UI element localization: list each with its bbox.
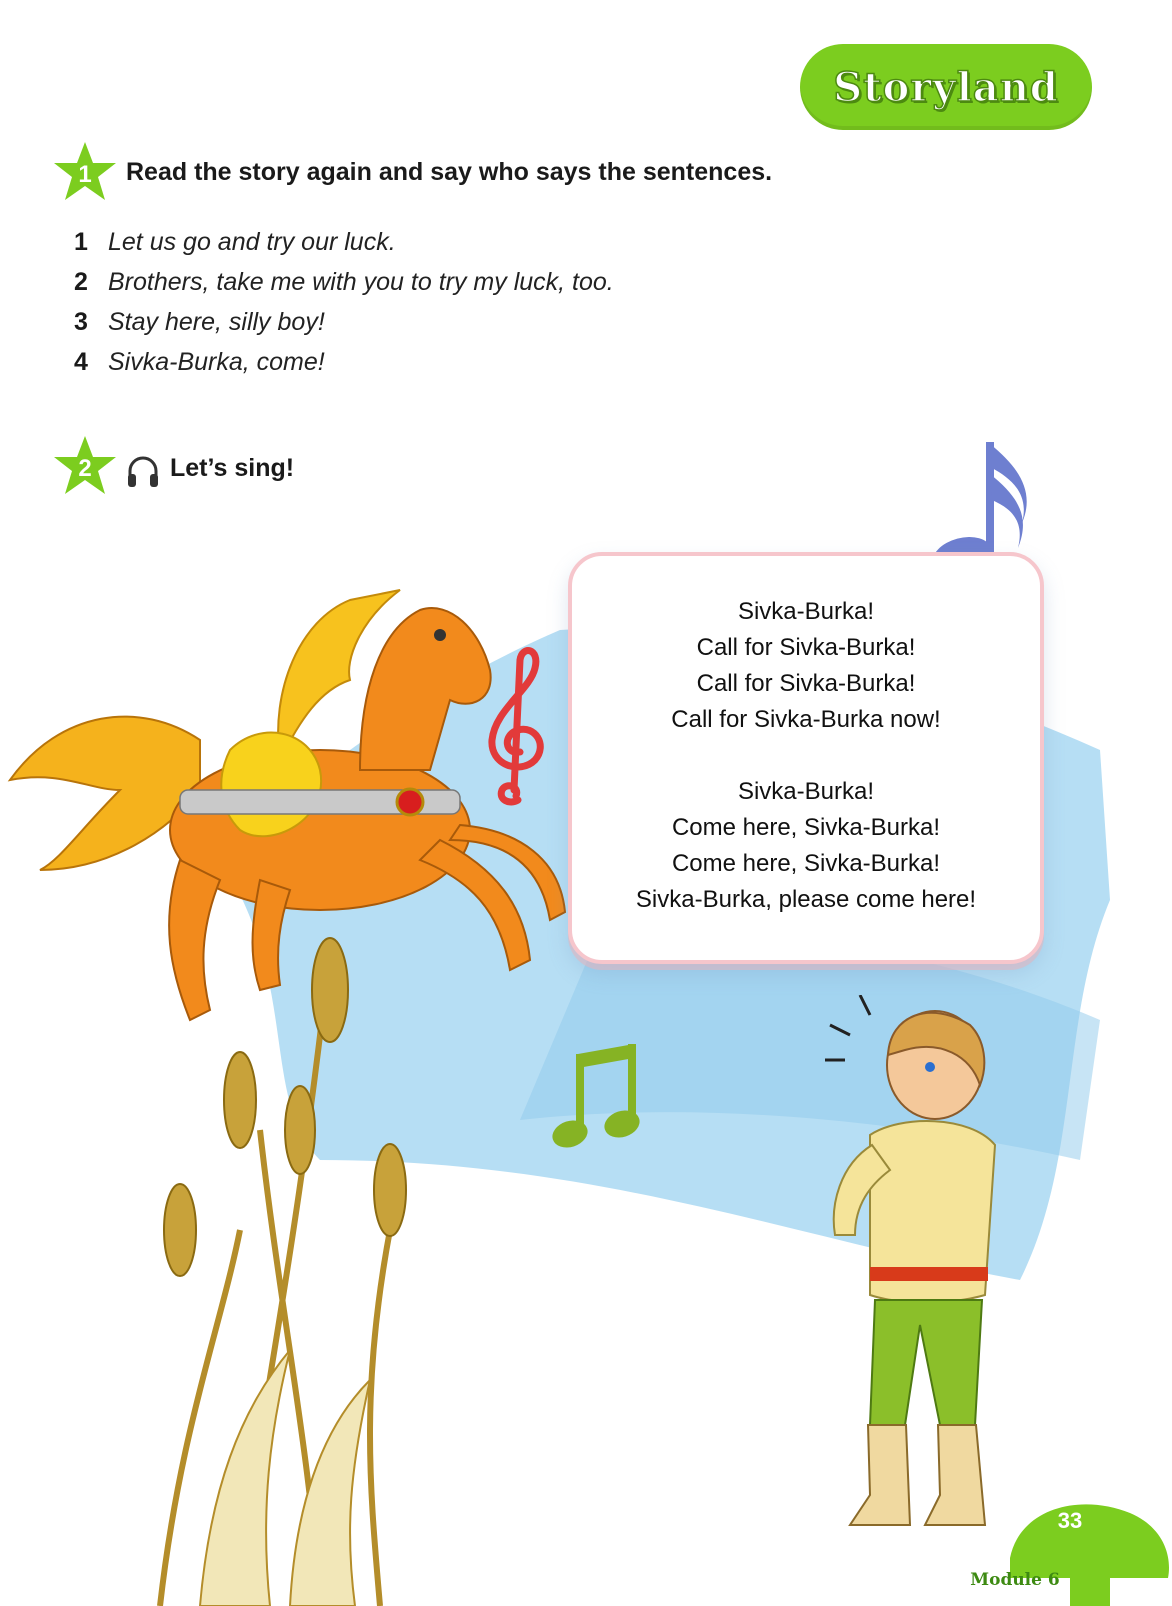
lyric-line: Call for Sivka-Burka! xyxy=(696,670,916,697)
lyric-line: Sivka-Burka, please come here! xyxy=(635,886,977,913)
song-lyrics-card xyxy=(568,552,1044,964)
green-music-notes-icon xyxy=(550,1040,650,1150)
sentence-list xyxy=(74,222,614,382)
storyland-label: Storyland xyxy=(833,63,1059,111)
list-item: 2 Brothers, take me with you to try my luck, too. xyxy=(74,267,614,296)
page-number: 33 xyxy=(1057,1508,1083,1533)
wheat-illustration xyxy=(120,930,440,1606)
lyric-line: Come here, Sivka-Burka! xyxy=(671,814,941,841)
list-item: 1 Let us go and try our luck. xyxy=(74,227,396,256)
song-stanza-2 xyxy=(572,774,1040,918)
lyric-line: Sivka-Burka! xyxy=(737,778,875,805)
storyland-badge xyxy=(800,44,1092,130)
headphones-icon[interactable] xyxy=(125,454,161,490)
exercise-2-star-icon xyxy=(52,434,118,500)
list-item: 3 Stay here, silly boy! xyxy=(74,307,325,336)
exercise-1-number: 1 xyxy=(78,161,92,188)
exercise-1-star-icon xyxy=(52,140,118,206)
lyric-line: Sivka-Burka! xyxy=(737,598,875,625)
exercise-2-number: 2 xyxy=(78,455,92,482)
song-stanza-1 xyxy=(572,594,1040,738)
lyric-line: Come here, Sivka-Burka! xyxy=(671,850,941,877)
lyric-line: Call for Sivka-Burka now! xyxy=(671,706,941,733)
lyric-line: Call for Sivka-Burka! xyxy=(696,634,916,661)
exercise-2-instruction: Let’s sing! xyxy=(170,454,295,482)
exercise-1-instruction: Read the story again and say who says the sentences. xyxy=(126,158,773,186)
boy-illustration xyxy=(810,995,1010,1535)
list-item: 4 Sivka-Burka, come! xyxy=(74,347,325,376)
module-label: Module 6 xyxy=(970,1570,1060,1590)
